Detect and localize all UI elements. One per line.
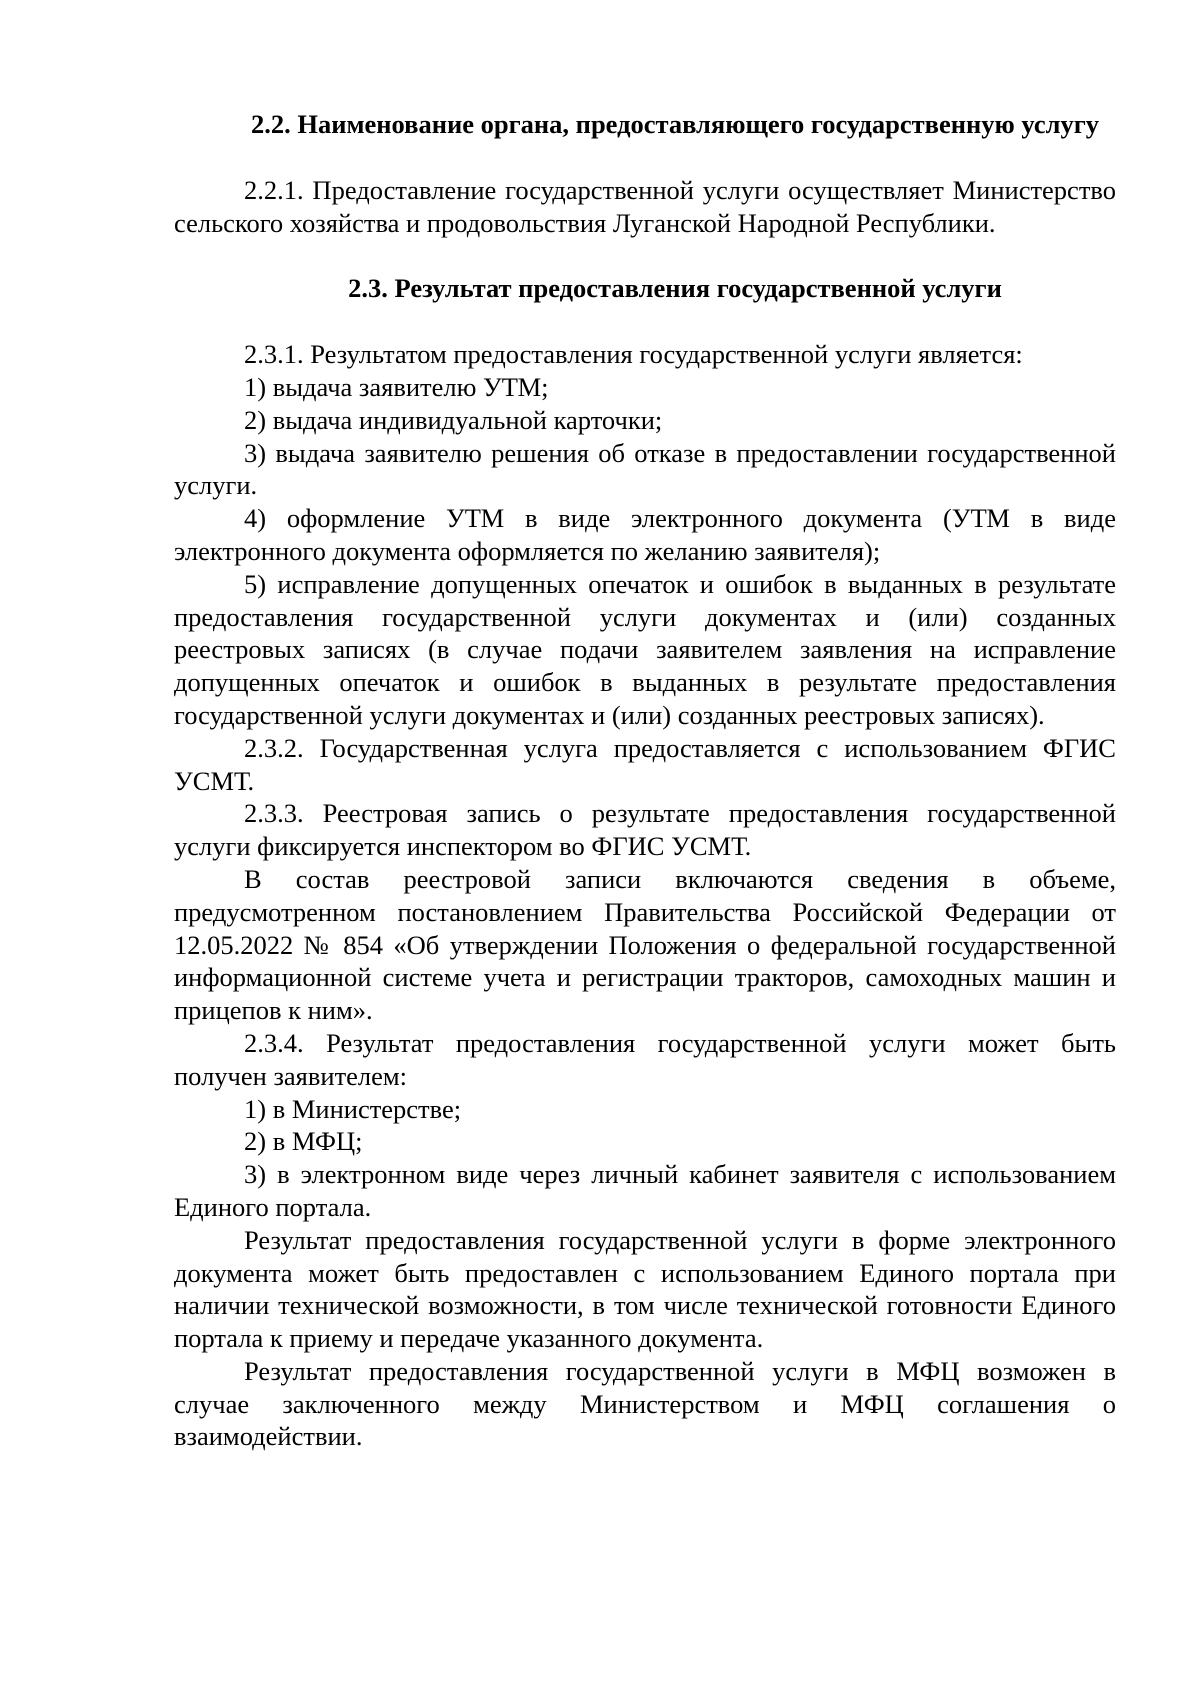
- receive-item-1: 1) в Министерстве;: [244, 1093, 462, 1124]
- spacer: [174, 239, 1116, 272]
- section-heading-2-3: 2.3. Результат предоставления государственной услуги: [348, 273, 1002, 304]
- list-item-3: 3) выдача заявителю решения об отказе в предоставлении государственной услуги.: [174, 437, 1116, 501]
- section-heading-2-2: 2.2. Наименование органа, предоставляющего государственную услугу: [250, 109, 1100, 139]
- paragraph-2-3-4: 2.3.4. Результат предоставления государственной услуги может быть получен заявителем:: [174, 1027, 1116, 1091]
- spacer: [174, 141, 1116, 174]
- receive-item-2: 2) в МФЦ;: [244, 1126, 363, 1157]
- list-item-4: 4) оформление УТМ в виде электронного документа (УТМ в виде электронного документа оформляется по желанию заявителя);: [174, 503, 1116, 566]
- spacer: [174, 305, 1116, 338]
- list-item-1: 1) выдача заявителю УТМ;: [244, 371, 549, 402]
- paragraph-2-3-3: 2.3.3. Реестровая запись о результате предоставления государственной услуги фиксируется инспектором во ФГИС УСМТ.: [174, 798, 1116, 862]
- receive-item-3: 3) в электронном виде через личный кабинет заявителя с использованием Единого портала.: [174, 1159, 1116, 1222]
- paragraph-registry-record: В состав реестровой записи включаются сведения в объеме, предусмотренном постановлением Правительства Российской Федерации от 12.05.2022 № 854 «Об утверждении Положения о федеральной государственной информационной системе учета и регистрации тракторов, самоходных машин и прицепов к ним».: [174, 863, 1116, 1026]
- list-item-2: 2) выдача индивидуальной карточки;: [244, 404, 663, 435]
- paragraph-electronic-result: Результат предоставления государственной услуги в форме электронного документа может быть предоставлен с использованием Единого портала при наличии технической возможности, в том числе технической готовности Единого портала к приему и передаче указанного документа.: [174, 1224, 1116, 1354]
- document-page: [174, 108, 1116, 1453]
- paragraph-2-3-2: 2.3.2. Государственная услуга предоставляется с использованием ФГИС УСМТ.: [174, 732, 1116, 796]
- paragraph-2-3-1: 2.3.1. Результатом предоставления государственной услуги является:: [244, 339, 1023, 370]
- list-item-5: 5) исправление допущенных опечаток и ошибок в выданных в результате предоставления государственной услуги документах и (или) созданных реестровых записях (в случае подачи заявителем заявления на исправление допущенных опечаток и ошибок в выданных в результате предоставления государственной услуги документах и (или) созданных реестровых записях).: [174, 568, 1116, 730]
- paragraph-mfc-result: Результат предоставления государственной услуги в МФЦ возможен в случае заключенного между Министерством и МФЦ соглашения о взаимодействии.: [174, 1355, 1116, 1452]
- paragraph-2-2-1: 2.2.1. Предоставление государственной услуги осуществляет Министерство сельского хозяйства и продовольствия Луганской Народной Республики.: [174, 174, 1116, 238]
